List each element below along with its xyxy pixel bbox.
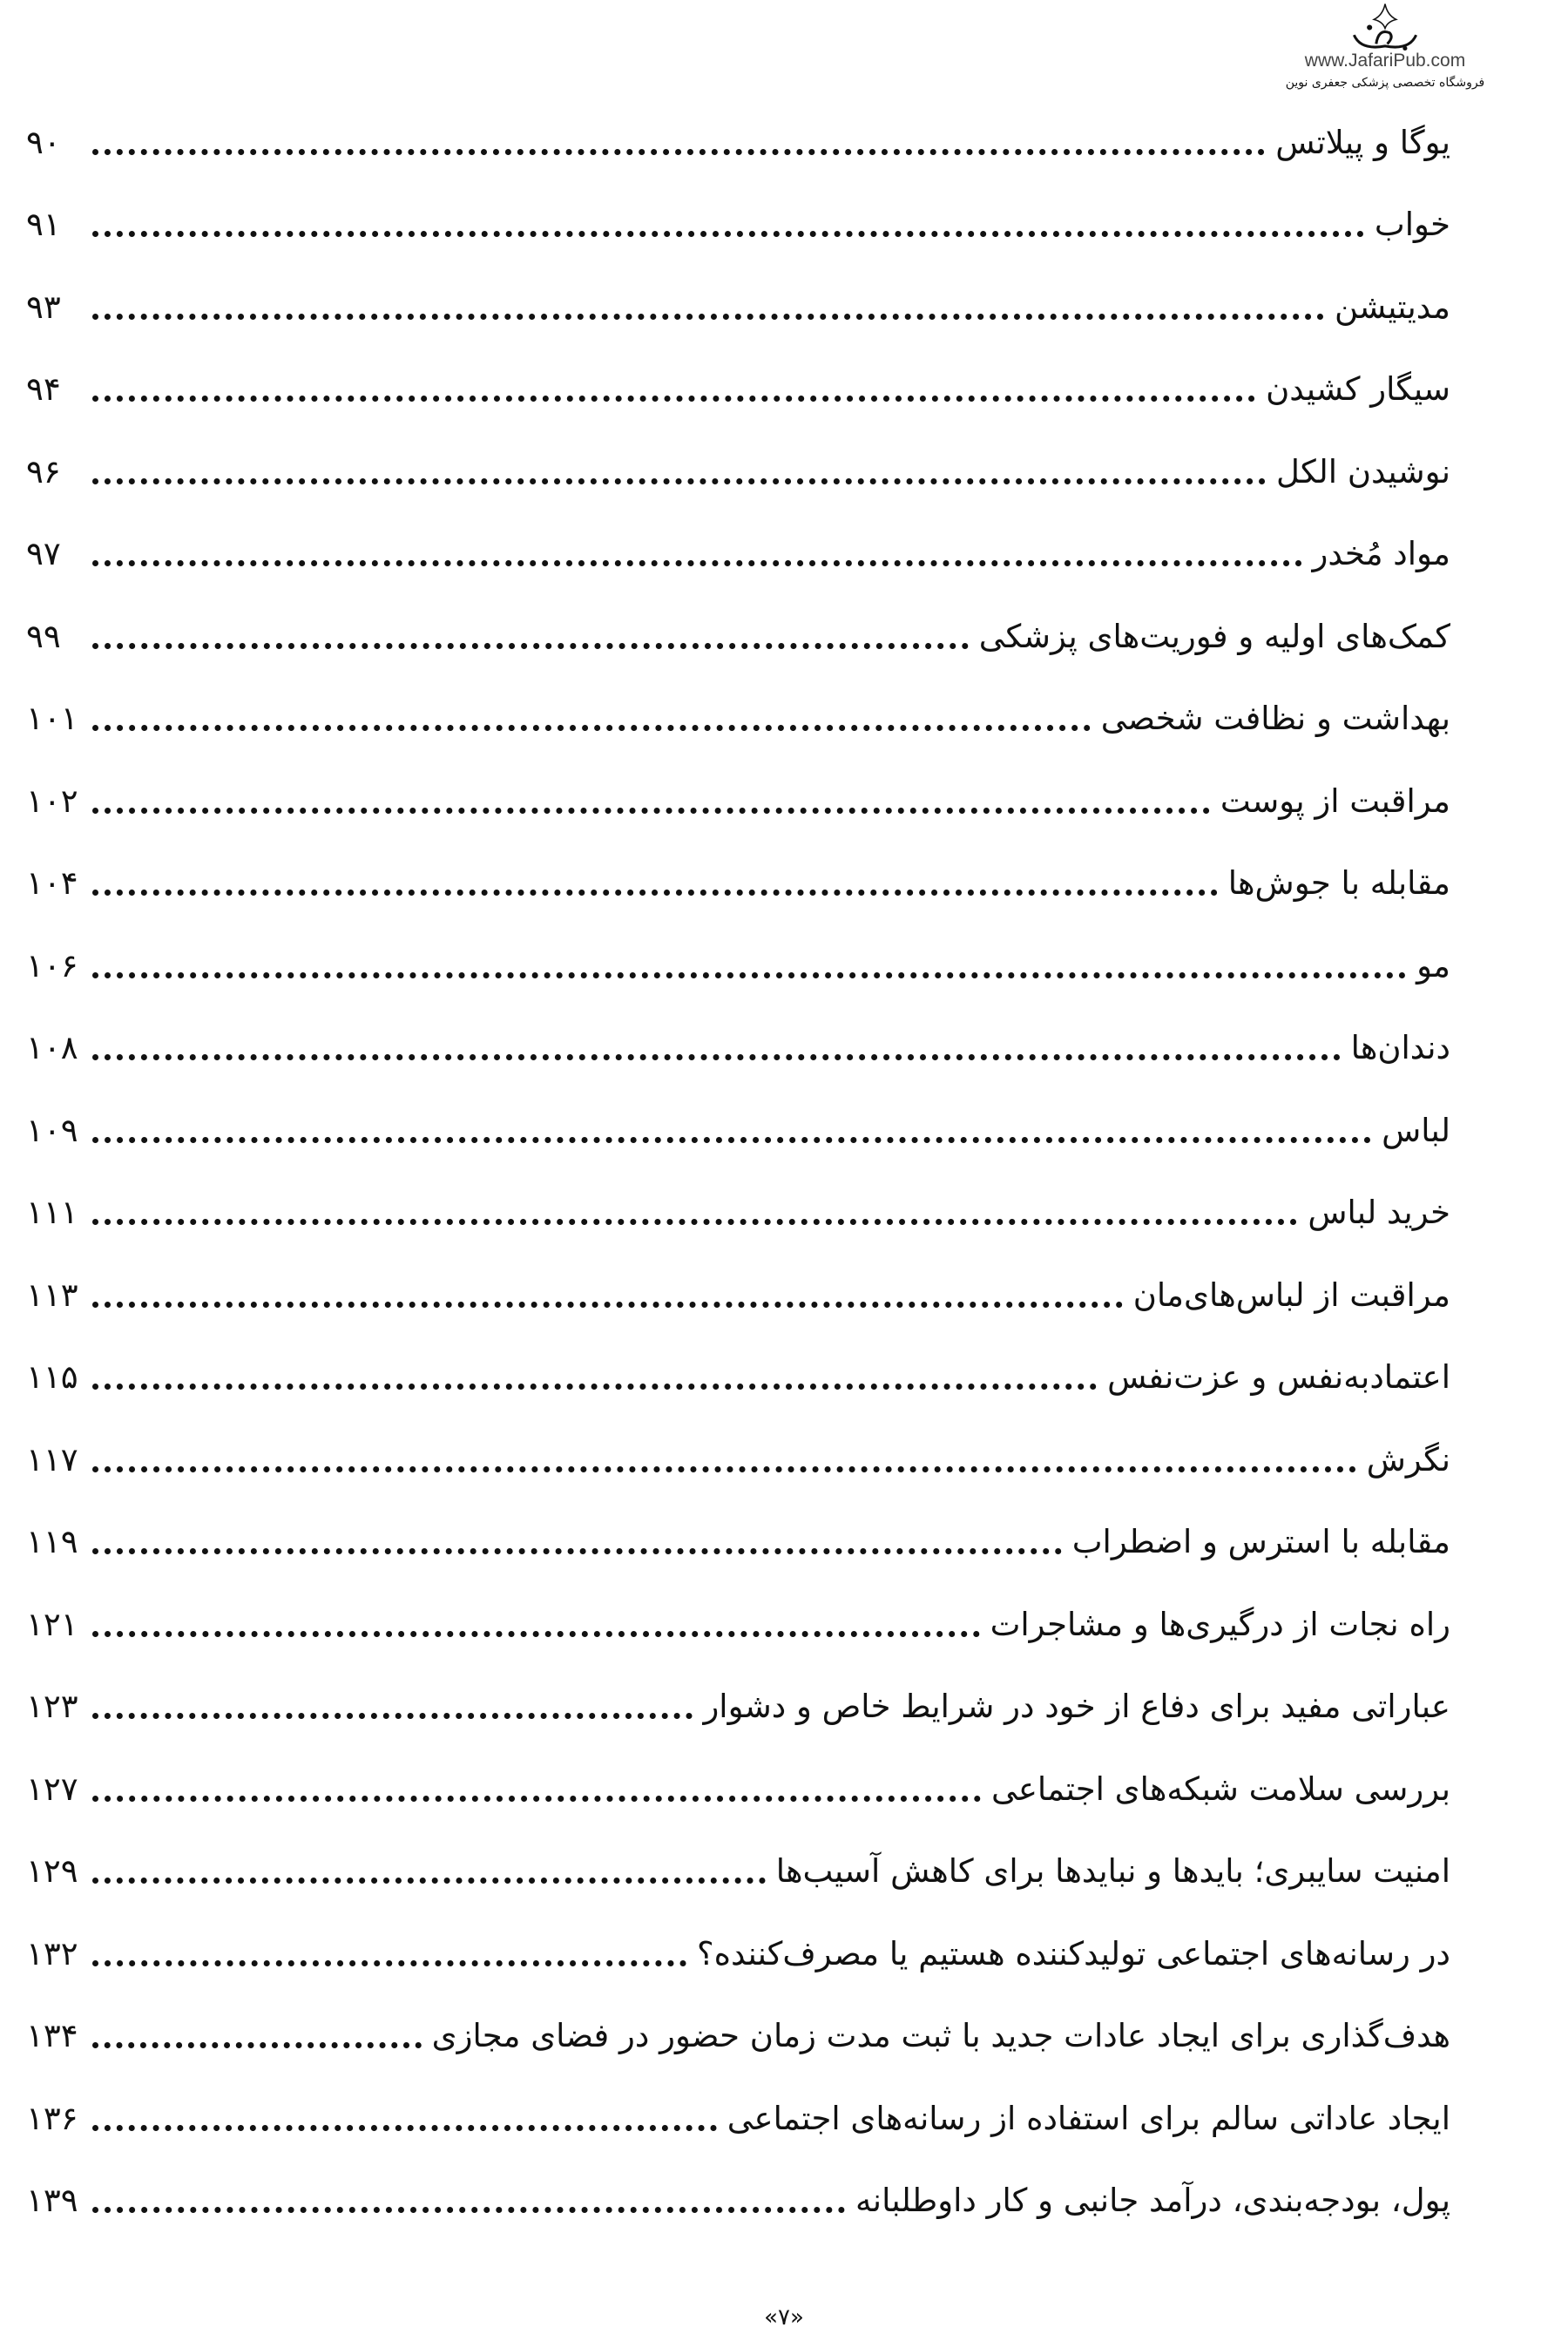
toc-entry[interactable] <box>26 101 1450 184</box>
toc-entry[interactable] <box>26 430 1450 513</box>
toc-entry-page: ۱۰۴ <box>26 864 78 903</box>
toc-entry-title: دندان‌ها <box>1350 1029 1450 1067</box>
toc-entry-page: ۱۳۴ <box>26 2017 78 2055</box>
toc-entry-page: ۹۰ <box>26 123 61 161</box>
toc-entry-title: راه نجات از درگیری‌ها و مشاجرات <box>990 1605 1450 1643</box>
dot-leader <box>92 972 1406 978</box>
toc-entry[interactable] <box>26 678 1450 761</box>
dot-leader <box>92 2207 845 2213</box>
dot-leader <box>92 1219 1297 1225</box>
toc-entry-title: لباس <box>1382 1111 1450 1149</box>
toc-entry[interactable] <box>26 1089 1450 1172</box>
page-number: «۷» <box>764 2304 804 2331</box>
toc-entry[interactable] <box>26 513 1450 596</box>
dot-leader <box>92 643 969 649</box>
toc-entry-title: خرید لباس <box>1308 1194 1450 1232</box>
toc-entry-title: پول، بودجه‌بندی، درآمد جانبی و کار داوطلبانه <box>855 2182 1450 2220</box>
toc-entry-title: مقابله با جوش‌ها <box>1227 864 1450 903</box>
toc-entry-title: خواب <box>1374 206 1450 244</box>
toc-entry-page: ۹۹ <box>26 617 61 655</box>
logo-url: www.JafariPub.com <box>1304 51 1466 71</box>
toc-entry-page: ۱۲۷ <box>26 1769 78 1808</box>
toc-entry-page: ۱۱۳ <box>26 1275 78 1314</box>
toc-entry[interactable] <box>26 1254 1450 1336</box>
dot-leader <box>92 1631 980 1637</box>
toc-entry-page: ۹۳ <box>26 288 61 326</box>
dot-leader <box>92 725 1091 731</box>
dot-leader <box>92 1054 1341 1060</box>
toc-entry-title: امنیت سایبری؛ بایدها و نبایدها برای کاهش آسیب‌ها <box>775 1852 1450 1891</box>
toc-entry-page: ۹۱ <box>26 206 61 244</box>
toc-entry[interactable] <box>26 842 1450 925</box>
toc-entry-title: مواد مُخدر <box>1312 535 1450 573</box>
toc-entry[interactable] <box>26 1501 1450 1584</box>
dot-leader <box>92 1137 1371 1143</box>
toc-entry-title: سیگار کشیدن <box>1266 370 1450 409</box>
dot-leader <box>92 1548 1062 1554</box>
dot-leader <box>92 396 1255 402</box>
toc-entry-title: عباراتی مفید برای دفاع از خود در شرایط خاص و دشوار <box>703 1688 1450 1726</box>
dot-leader <box>92 2042 422 2048</box>
toc-entry-page: ۱۱۹ <box>26 1523 78 1561</box>
dot-leader <box>92 1713 693 1719</box>
dot-leader <box>92 1466 1356 1472</box>
toc-entry[interactable] <box>26 1336 1450 1419</box>
dot-leader <box>92 1796 981 1802</box>
toc-entry[interactable] <box>26 1912 1450 1995</box>
toc-entry-title: کمک‌های اولیه و فوریت‌های پزشکی <box>978 617 1450 655</box>
dot-leader <box>92 560 1302 566</box>
toc-entry[interactable] <box>26 348 1450 431</box>
toc-entry-page: ۹۷ <box>26 535 61 573</box>
toc-entry-title: بررسی سلامت شبکه‌های اجتماعی <box>990 1769 1450 1808</box>
toc-entry[interactable] <box>26 1748 1450 1830</box>
dot-leader <box>92 1384 1097 1390</box>
dot-leader <box>92 2125 717 2131</box>
toc-entry-title: نگرش <box>1366 1440 1450 1478</box>
toc-entry-page: ۱۱۱ <box>26 1194 78 1232</box>
logo-calligraphy-icon <box>1350 2 1420 51</box>
dot-leader <box>92 1960 686 1966</box>
toc-entry[interactable] <box>26 1172 1450 1255</box>
toc-entry-title: اعتمادبه‌نفس و عزت‌نفس <box>1107 1358 1450 1397</box>
toc-entry-page: ۱۳۲ <box>26 1934 78 1972</box>
toc-entry[interactable] <box>26 1583 1450 1666</box>
toc-entry-page: ۱۳۶ <box>26 2099 78 2137</box>
toc-entry[interactable] <box>26 595 1450 678</box>
toc-entry-title: مراقبت از لباس‌های‌مان <box>1132 1275 1450 1314</box>
toc-entry-title: ایجاد عاداتی سالم برای استفاده از رسانه‌های اجتماعی <box>727 2099 1450 2137</box>
toc-entry-page: ۹۶ <box>26 452 61 491</box>
toc-entry[interactable] <box>26 1830 1450 1913</box>
table-of-contents <box>26 101 1450 2242</box>
toc-entry-title: بهداشت و نظافت شخصی <box>1100 700 1450 738</box>
dot-leader <box>92 478 1266 484</box>
toc-entry-title: هدف‌گذاری برای ایجاد عادات جدید با ثبت مدت زمان حضور در فضای مجازی <box>431 2017 1450 2055</box>
toc-entry-page: ۱۰۶ <box>26 946 78 985</box>
toc-entry-title: مراقبت از پوست <box>1220 782 1450 820</box>
toc-entry-page: ۱۰۱ <box>26 700 78 738</box>
toc-entry[interactable] <box>26 2077 1450 2160</box>
toc-entry-page: ۱۲۱ <box>26 1605 78 1643</box>
toc-entry[interactable] <box>26 924 1450 1007</box>
toc-entry[interactable] <box>26 1418 1450 1501</box>
logo-subtitle: فروشگاه تخصصی پزشکی جعفری نوین <box>1285 76 1485 90</box>
toc-entry[interactable] <box>26 1995 1450 2078</box>
toc-entry-page: ۱۲۳ <box>26 1688 78 1726</box>
publisher-logo <box>1281 2 1490 98</box>
toc-entry-page: ۱۰۸ <box>26 1029 78 1067</box>
toc-entry-title: در رسانه‌های اجتماعی تولیدکننده هستیم یا مصرف‌کننده؟ <box>697 1934 1450 1972</box>
dot-leader <box>92 808 1210 814</box>
dot-leader <box>92 890 1218 896</box>
toc-entry-page: ۱۲۹ <box>26 1852 78 1891</box>
toc-entry[interactable] <box>26 1666 1450 1749</box>
toc-entry[interactable] <box>26 184 1450 267</box>
toc-entry-title: مدیتیشن <box>1334 288 1450 326</box>
toc-entry[interactable] <box>26 2160 1450 2243</box>
toc-entry-title: یوگا و پیلاتس <box>1275 123 1450 161</box>
toc-entry[interactable] <box>26 266 1450 348</box>
toc-entry[interactable] <box>26 1007 1450 1090</box>
toc-entry-page: ۱۳۹ <box>26 2182 78 2220</box>
toc-entry-page: ۹۴ <box>26 370 61 409</box>
toc-entry-page: ۱۰۹ <box>26 1111 78 1149</box>
dot-leader <box>92 231 1364 237</box>
toc-entry-title: مقابله با استرس و اضطراب <box>1071 1523 1450 1561</box>
toc-entry-title: نوشیدن الکل <box>1276 452 1450 491</box>
toc-entry[interactable] <box>26 760 1450 842</box>
toc-entry-title: مو <box>1416 946 1450 985</box>
toc-entry-page: ۱۰۲ <box>26 782 78 820</box>
toc-entry-page: ۱۱۷ <box>26 1440 78 1478</box>
dot-leader <box>92 1302 1123 1308</box>
toc-entry-page: ۱۱۵ <box>26 1358 78 1397</box>
dot-leader <box>92 149 1265 155</box>
dot-leader <box>92 314 1324 320</box>
dot-leader <box>92 1878 766 1884</box>
